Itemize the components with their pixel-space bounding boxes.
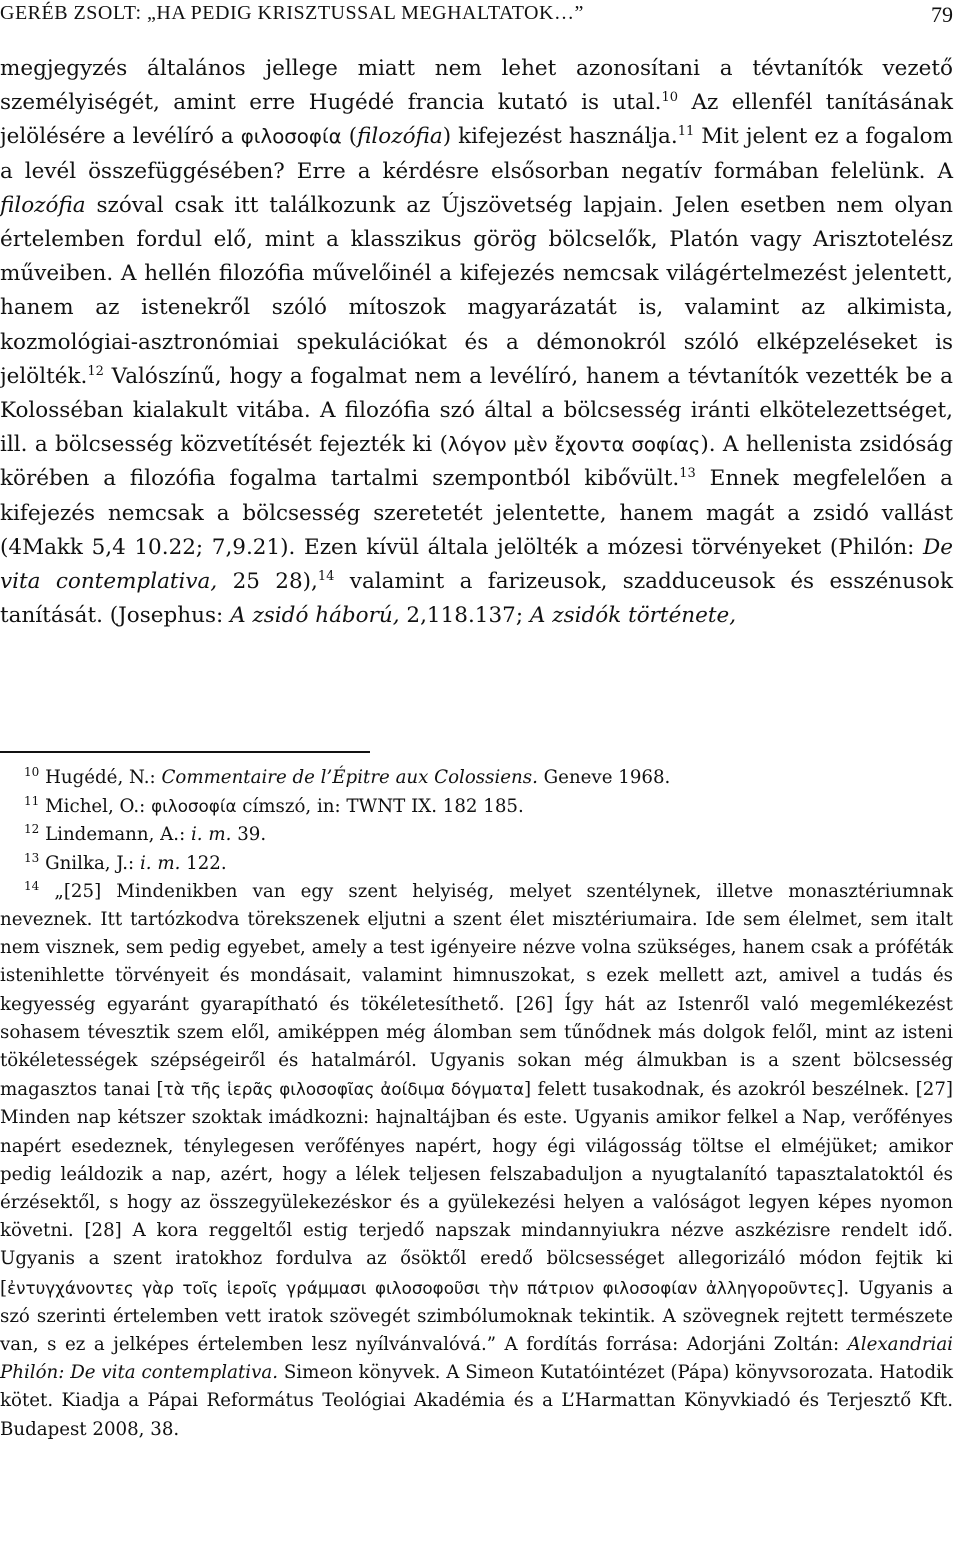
footnote-italic: Alexandriai Philón: De vita contemplativa. [0, 1334, 953, 1384]
footnote-text: 122. [180, 852, 227, 874]
text-run: ( [341, 124, 358, 150]
footnote-ref-13[interactable]: 13 [679, 466, 696, 482]
footnote-14 [0, 878, 953, 1444]
italic-title: A zsidó háború, [230, 603, 400, 629]
greek-phrase: ἐντυγχάνοντες γὰρ τοῖς ἱεροῖς γράμμασι φιλοσοφοῦσι τὴν πάτριον φιλοσοφίαν ἀλληγοροῦντες [7, 1277, 837, 1298]
footnote-number: 14 [24, 878, 40, 893]
footnote-number: 12 [24, 822, 40, 837]
footnote-text: Michel, O.: [39, 796, 152, 818]
footnote-text: Lindemann, A.: [39, 824, 191, 846]
italic-title: A zsidók története, [529, 603, 737, 629]
footnote-text: „[25] Mindenikben van egy szent helyiség, melyet szentélynek, illetve monasztériumnak neveznek. Itt tartózkodva törekszenek eljutni a szent élet misztériumaira. Ide sem élelmet, sem italt nem visznek, sem pedig egyebet, amely a test igényeire nézve volna szükséges, hanem csak a próféták istenihlette törvényeit és mondásait, valamint himnuszokat, s ezek mellett azt, amivel a tudás és kegyesség egyaránt gyarapítható és tökéletesíthető. [26] Így hát az Istenről való megemlékezést sohasem tévesztik szem elől, amiképpen még álomban sem tűnődnek más dolgok felől, mint az isteni tökéletességek szépségeiről és hatalmáról. Ugyanis sokan még álmukban is a szent bölcsesség magasztos tanai [ [0, 880, 953, 1101]
greek-phrase: τὰ τῆς ἱερᾶς φιλοσοφῖας ἀοίδιμα δόγματα [163, 1079, 525, 1100]
footnote-ref-11[interactable]: 11 [677, 124, 695, 140]
footnote-number: 10 [24, 765, 40, 779]
text-run: megjegyzés általános jellege miatt nem lehet azonosítani a tévtanítók vezető személyiségét, amint erre Hugédé francia kutató is utal. [0, 56, 953, 116]
footnote-ref-12[interactable]: 12 [87, 363, 104, 379]
text-run: Valószínű, hogy a fogalmat nem a levélíró, hanem a tévtanítók vezették be a Kolosséban kialakult vitába. A filozófia szó által a bölcsesség iránti elkötelezettséget, ill. a bölcsesség közvetítését fejezték ki ( [0, 363, 953, 458]
footnote-text: címszó, in: TWNT IX. 182 185. [236, 796, 524, 818]
footnote-text: Hugédé, N.: [39, 767, 162, 788]
footnote-italic: Commentaire de l’Épitre aux Colossiens. [161, 767, 538, 788]
main-text [0, 52, 953, 633]
footnote-text: ] felett tusakodnak, és azokról beszélnek. [27] Minden nap kétszer szoktak imádkozni: hajnaltájban és este. Ugyanis amikor felkel a Nap, verőfényes napért esedeznek, ténylegesen verőfényes napért, hogy égi világosság töltse el elméjüket; amikor pedig leáldozik a nap, azért, hogy a lélek teljesen felszabaduljon a nyugtalanító tapasztalatoktól és érzésektől, s hogy az összegyülekezéskor és a gyülekezési helyen a valóságot legyen képes nyomon követni. [28] A kora reggeltől estig terjedő napszak mindannyiukra nézve aszkézisre rendelt idő. Ugyanis a szent iratokhoz fordulva az ősöktől eredő bölcsességet allegorizáló módon fejtik ki [ [0, 1079, 953, 1299]
footnote-text: Geneve 1968. [537, 767, 671, 788]
text-run: 25 28), [217, 569, 318, 595]
greek-term: φιλοσοφία [240, 125, 342, 149]
footnote-italic: i. m. [190, 824, 232, 846]
footnote-10 [0, 764, 953, 792]
text-run: valamint a farizeusok, szadduceusok és esszénusok tanítását. (Josephus: [0, 569, 954, 629]
text-run: 2,118.137; [399, 603, 530, 629]
text-run: szóval csak itt találkozunk az Újszövetség lapjain. Jelen esetben nem olyan értelemben fordul elő, mint a klasszikus görög bölcselők, Platón vagy Arisztotelész műveiben. A hellén filozófia művelőinél a kifejezés nemcsak világértelmezést jelentett, hanem az istenekről szóló mítoszok magyarázatát is, valamint az alkimista, kozmológiai-asztronómiai spekulációkat és a démonokról szóló elképzeléseket is jelölték. [0, 192, 953, 389]
footnote-12 [0, 821, 953, 849]
italic-term: filozófia [357, 124, 443, 150]
footnote-separator [0, 751, 370, 753]
footnote-11 [0, 792, 953, 821]
italic-term: filozófia [0, 192, 86, 218]
greek-term: φιλοσοφία [151, 796, 237, 817]
footnote-13 [0, 850, 953, 878]
running-header [0, 0, 960, 34]
footnote-text: Simeon könyvek. A Simeon Kutatóintézet (Pápa) könyvsorozata. Hatodik kötet. Kiadja a Pápai Református Teológiai Akadémia és a L’Harmattan Könyvkiadó és Terjesztő Kft. Budapest 2008, 38. [0, 1362, 953, 1440]
page-number: 79 [931, 2, 953, 27]
footnote-number: 11 [24, 794, 40, 809]
footnote-italic: i. m. [139, 852, 181, 874]
text-run: Mit jelent ez a fogalom a levél összefüggésében? Erre a kérdésre elsősorban negatív formában felelünk. A [0, 124, 953, 184]
text-run: Ennek megfelelően a kifejezés nemcsak a bölcsesség szeretetét jelentette, hanem magát a zsidó vallást (4Makk 5,4 10.22; 7,9.21). Ezen kívül általa jelölték a mózesi törvényeket (Philón: [0, 466, 953, 560]
text-run: ). A hellenista zsidóság körében a filozófia fogalma tartalmi szempontból kibővült. [0, 432, 953, 492]
footnote-number: 13 [24, 850, 40, 865]
footnote-text: Gnilka, J.: [39, 852, 140, 874]
running-title: GERÉB ZSOLT: „HA PEDIG KRISZTUSSAL MEGHALTATOK…” [0, 2, 584, 24]
text-run: Az ellenfél tanításának jelölésére a levélíró a [0, 90, 953, 150]
greek-phrase: λόγον μὲν ἔχοντα σοφίας [447, 433, 701, 457]
footnotes [0, 764, 953, 1444]
footnote-ref-10[interactable]: 10 [661, 90, 679, 106]
text-run: ) kifejezést használja. [442, 124, 678, 150]
footnote-text: 39. [231, 824, 267, 846]
italic-title: De vita contemplativa, [0, 534, 953, 595]
body-paragraph [0, 52, 953, 633]
footnote-text: ]. Ugyanis a szó szerinti értelemben vett iratok szövegét szimbólumoknak tekintik. A szövegnek rejtett természete van, s ez a jelképes értelemben lesz nyílvánvalóvá.” A fordítás forrása: Adorjáni Zoltán: [0, 1277, 953, 1356]
footnote-ref-14[interactable]: 14 [317, 569, 335, 585]
